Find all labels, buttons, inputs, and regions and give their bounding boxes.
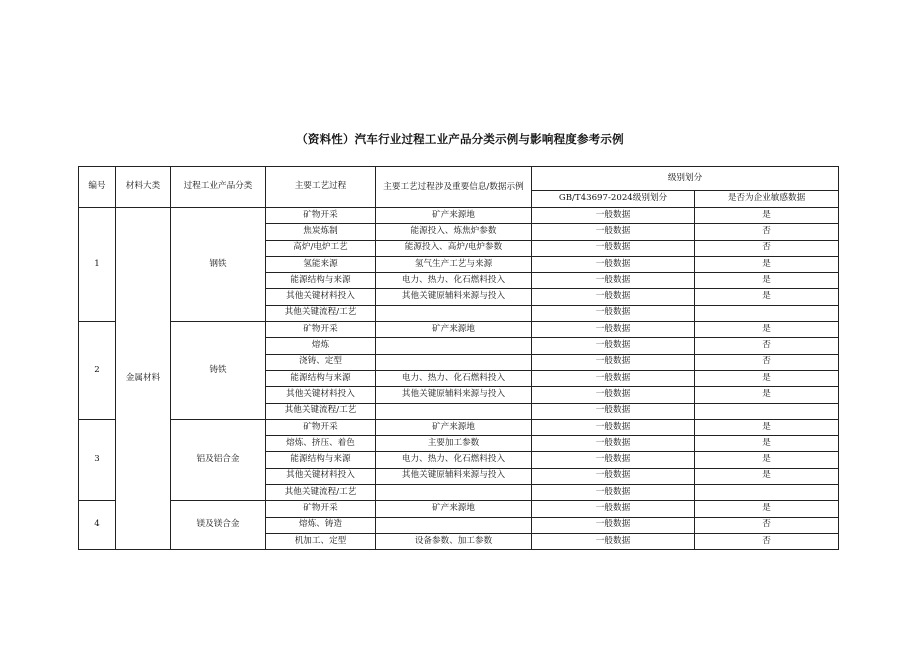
level-cell: 一般数据 bbox=[532, 419, 695, 435]
info-cell: 能源投入、炼焦炉参数 bbox=[376, 224, 532, 240]
header-category: 过程工业产品分类 bbox=[171, 167, 266, 208]
process-cell: 高炉/电炉工艺 bbox=[266, 240, 376, 256]
info-cell: 其他关键原辅料来源与投入 bbox=[376, 468, 532, 484]
level-cell: 一般数据 bbox=[532, 338, 695, 354]
process-cell: 矿物开采 bbox=[266, 208, 376, 224]
sensitive-cell: 是 bbox=[695, 436, 839, 452]
sensitive-cell: 是 bbox=[695, 452, 839, 468]
sensitive-cell bbox=[695, 305, 839, 321]
info-cell bbox=[376, 517, 532, 533]
process-cell: 焦炭炼制 bbox=[266, 224, 376, 240]
process-cell: 能源结构与来源 bbox=[266, 273, 376, 289]
process-cell: 矿物开采 bbox=[266, 501, 376, 517]
process-cell: 熔炼、挤压、着色 bbox=[266, 436, 376, 452]
sensitive-cell: 否 bbox=[695, 240, 839, 256]
table-row bbox=[79, 501, 839, 517]
info-cell bbox=[376, 305, 532, 321]
sensitive-cell: 是 bbox=[695, 419, 839, 435]
sensitive-cell: 否 bbox=[695, 224, 839, 240]
sensitive-cell bbox=[695, 403, 839, 419]
header-level: 级别划分 bbox=[532, 167, 839, 191]
sensitive-cell: 是 bbox=[695, 289, 839, 305]
document-title: （资料性）汽车行业过程工业产品分类示例与影响程度参考示例 bbox=[296, 132, 624, 146]
group-number: 1 bbox=[79, 208, 116, 322]
sensitive-cell: 否 bbox=[695, 354, 839, 370]
table-row bbox=[79, 322, 839, 338]
process-cell: 其他关键材料投入 bbox=[266, 289, 376, 305]
process-cell: 矿物开采 bbox=[266, 419, 376, 435]
sensitive-cell bbox=[695, 485, 839, 501]
process-cell: 其他关键流程/工艺 bbox=[266, 305, 376, 321]
sensitive-cell: 是 bbox=[695, 273, 839, 289]
level-cell: 一般数据 bbox=[532, 370, 695, 386]
group-number: 3 bbox=[79, 419, 116, 500]
sensitive-cell: 是 bbox=[695, 501, 839, 517]
header-info: 主要工艺过程涉及重要信息/数据示例 bbox=[376, 167, 532, 208]
level-cell: 一般数据 bbox=[532, 256, 695, 272]
process-cell: 氢能来源 bbox=[266, 256, 376, 272]
info-cell: 电力、热力、化石燃料投入 bbox=[376, 370, 532, 386]
process-cell: 矿物开采 bbox=[266, 322, 376, 338]
level-cell: 一般数据 bbox=[532, 208, 695, 224]
info-cell: 矿产来源地 bbox=[376, 419, 532, 435]
header-gb-level: GB/T43697-2024级别划分 bbox=[532, 191, 695, 208]
header-sensitive: 是否为企业敏感数据 bbox=[695, 191, 839, 208]
level-cell: 一般数据 bbox=[532, 273, 695, 289]
info-cell: 氢气生产工艺与来源 bbox=[376, 256, 532, 272]
info-cell: 电力、热力、化石燃料投入 bbox=[376, 273, 532, 289]
sensitive-cell: 是 bbox=[695, 322, 839, 338]
process-cell: 熔炼、铸造 bbox=[266, 517, 376, 533]
table-row bbox=[79, 419, 839, 435]
process-cell: 能源结构与来源 bbox=[266, 370, 376, 386]
product-category: 铸铁 bbox=[171, 322, 266, 420]
info-cell bbox=[376, 485, 532, 501]
level-cell: 一般数据 bbox=[532, 517, 695, 533]
level-cell: 一般数据 bbox=[532, 436, 695, 452]
level-cell: 一般数据 bbox=[532, 501, 695, 517]
process-cell: 浇铸、定型 bbox=[266, 354, 376, 370]
process-cell: 其他关键材料投入 bbox=[266, 468, 376, 484]
info-cell bbox=[376, 354, 532, 370]
info-cell: 电力、热力、化石燃料投入 bbox=[376, 452, 532, 468]
level-cell: 一般数据 bbox=[532, 403, 695, 419]
sensitive-cell: 否 bbox=[695, 517, 839, 533]
process-cell: 能源结构与来源 bbox=[266, 452, 376, 468]
sensitive-cell: 是 bbox=[695, 256, 839, 272]
info-cell bbox=[376, 403, 532, 419]
material-group: 金属材料 bbox=[116, 208, 171, 550]
info-cell bbox=[376, 338, 532, 354]
sensitive-cell: 是 bbox=[695, 387, 839, 403]
process-cell: 其他关键流程/工艺 bbox=[266, 485, 376, 501]
level-cell: 一般数据 bbox=[532, 289, 695, 305]
product-category: 铝及铝合金 bbox=[171, 419, 266, 500]
process-cell: 机加工、定型 bbox=[266, 533, 376, 549]
info-cell: 其他关键原辅料来源与投入 bbox=[376, 289, 532, 305]
header-process: 主要工艺过程 bbox=[266, 167, 376, 208]
level-cell: 一般数据 bbox=[532, 533, 695, 549]
level-cell: 一般数据 bbox=[532, 387, 695, 403]
classification-table bbox=[78, 166, 839, 550]
info-cell: 能源投入、高炉/电炉参数 bbox=[376, 240, 532, 256]
sensitive-cell: 否 bbox=[695, 533, 839, 549]
level-cell: 一般数据 bbox=[532, 354, 695, 370]
table-row bbox=[79, 208, 839, 224]
process-cell: 其他关键材料投入 bbox=[266, 387, 376, 403]
product-category: 钢铁 bbox=[171, 208, 266, 322]
info-cell: 矿产来源地 bbox=[376, 208, 532, 224]
group-number: 4 bbox=[79, 501, 116, 550]
group-number: 2 bbox=[79, 322, 116, 420]
level-cell: 一般数据 bbox=[532, 452, 695, 468]
level-cell: 一般数据 bbox=[532, 322, 695, 338]
sensitive-cell: 否 bbox=[695, 338, 839, 354]
info-cell: 主要加工参数 bbox=[376, 436, 532, 452]
header-row-1 bbox=[79, 167, 839, 191]
sensitive-cell: 是 bbox=[695, 208, 839, 224]
info-cell: 其他关键原辅料来源与投入 bbox=[376, 387, 532, 403]
level-cell: 一般数据 bbox=[532, 240, 695, 256]
level-cell: 一般数据 bbox=[532, 468, 695, 484]
header-num: 编号 bbox=[79, 167, 116, 208]
process-cell: 其他关键流程/工艺 bbox=[266, 403, 376, 419]
info-cell: 矿产来源地 bbox=[376, 501, 532, 517]
info-cell: 设备参数、加工参数 bbox=[376, 533, 532, 549]
level-cell: 一般数据 bbox=[532, 224, 695, 240]
product-category: 镁及镁合金 bbox=[171, 501, 266, 550]
info-cell: 矿产来源地 bbox=[376, 322, 532, 338]
sensitive-cell: 是 bbox=[695, 370, 839, 386]
process-cell: 熔炼 bbox=[266, 338, 376, 354]
sensitive-cell: 是 bbox=[695, 468, 839, 484]
header-material: 材料大类 bbox=[116, 167, 171, 208]
level-cell: 一般数据 bbox=[532, 485, 695, 501]
level-cell: 一般数据 bbox=[532, 305, 695, 321]
